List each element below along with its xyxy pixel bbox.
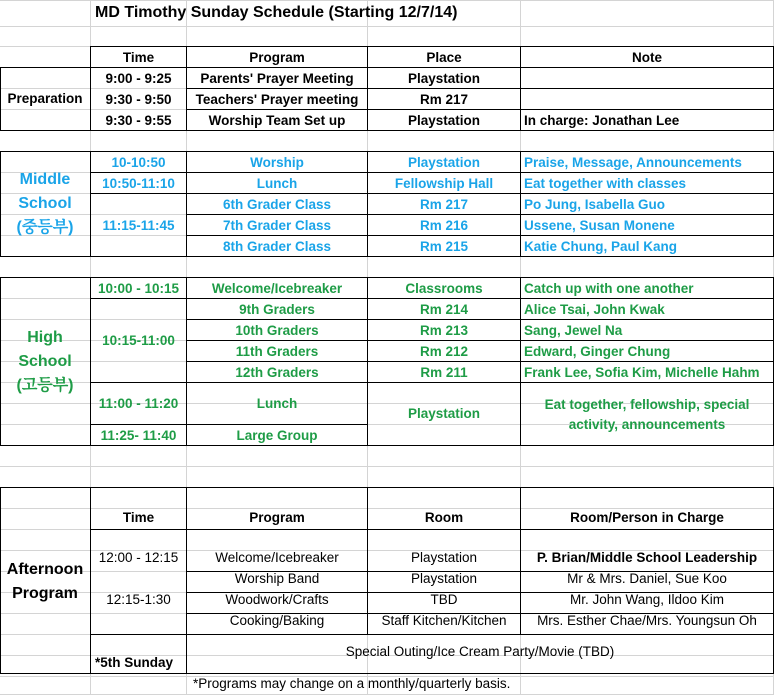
prep-time: 9:30 - 9:50 [105, 92, 172, 107]
pm-program: Welcome/Icebreaker [215, 550, 339, 565]
pm-program: Worship Band [234, 571, 320, 586]
section-label-high: High [27, 329, 63, 346]
prep-program: Worship Team Set up [208, 113, 346, 128]
cell-border [0, 151, 774, 152]
gridline [0, 466, 774, 467]
pm-program: Woodwork/Crafts [225, 592, 329, 607]
ms-program: Worship [250, 155, 304, 170]
cell-border [0, 130, 774, 131]
cell-border [0, 673, 774, 674]
pm-group-time: 12:15-1:30 [106, 592, 171, 607]
cell-border [90, 67, 774, 68]
pm-time: 12:00 - 12:15 [98, 550, 179, 565]
cell-border [90, 424, 368, 425]
hs-note: Sang, Jewel Na [524, 323, 623, 338]
cell-border [90, 298, 774, 299]
gridline [0, 0, 774, 1]
cell-border [0, 445, 774, 446]
page-title: MD Timothy Sunday Schedule (Starting 12/7/14) [95, 4, 458, 21]
gridline [0, 508, 774, 509]
section-label-high: School [18, 353, 72, 370]
prep-place: Rm 217 [419, 92, 469, 107]
pm-program: Cooking/Baking [229, 613, 325, 628]
cell-border [90, 172, 774, 173]
ms-place: Playstation [407, 155, 481, 170]
prep-time: 9:30 - 9:55 [105, 113, 172, 128]
prep-time: 9:00 - 9:25 [105, 71, 172, 86]
ms-place: Fellowship Hall [394, 176, 494, 191]
cell-border [186, 340, 774, 341]
pm-room: Playstation [410, 550, 478, 565]
ms-note: Eat together with classes [524, 176, 687, 191]
pm-header-time: Time [122, 510, 155, 525]
prep-note: In charge: Jonathan Lee [524, 113, 680, 128]
section-label-middle: School [18, 195, 72, 212]
ms-time: 10-10:50 [111, 155, 166, 170]
cell-border [186, 361, 774, 362]
pm-person: Mr. John Wang, Ildoo Kim [569, 592, 725, 607]
section-label-afternoon: Afternoon [6, 561, 84, 578]
cell-border [520, 151, 521, 257]
header-program: Program [249, 50, 305, 65]
pm-person: Mr & Mrs. Daniel, Sue Koo [567, 571, 727, 586]
ms-class-time: 11:15-11:45 [102, 218, 175, 233]
hs-note: Catch up with one another [524, 281, 694, 296]
cell-border [186, 109, 774, 110]
hs-program: 10th Graders [235, 323, 319, 338]
ms-program: 6th Grader Class [222, 197, 332, 212]
pm-header-person: Room/Person in Charge [570, 510, 724, 525]
hs-large-program: Large Group [236, 428, 318, 443]
header-time: Time [122, 50, 155, 65]
hs-place: Rm 213 [419, 323, 469, 338]
ms-program: Lunch [256, 176, 298, 191]
pm-person: P. Brian/Middle School Leadership [536, 550, 758, 565]
cell-border [90, 382, 774, 383]
cell-border [0, 277, 774, 278]
ms-note: Katie Chung, Paul Kang [524, 239, 678, 254]
hs-note: Edward, Ginger Chung [524, 344, 671, 359]
hs-lunch-program: Lunch [256, 396, 298, 411]
cell-border [90, 277, 91, 446]
pm-header-program: Program [249, 510, 305, 525]
section-label-preparation: Preparation [7, 91, 83, 106]
cell-border [0, 67, 91, 68]
hs-place: Rm 211 [420, 365, 468, 380]
pm-person: Mrs. Esther Chae/Mrs. Youngsun Oh [537, 613, 757, 628]
pm-room: TBD [430, 592, 458, 607]
footnote: *Programs may change on a monthly/quarterly basis. [193, 676, 511, 691]
hs-program: Welcome/Icebreaker [211, 281, 343, 296]
section-label-middle: (중등부) [16, 219, 74, 236]
ms-note: Ussene, Susan Monene [524, 218, 675, 233]
fifth-sunday-text: Special Outing/Ice Cream Party/Movie (TBD) [345, 644, 615, 659]
cell-border [90, 46, 774, 47]
pm-room: Staff Kitchen/Kitchen [381, 613, 507, 628]
hs-note: Frank Lee, Sofia Kim, Michelle Hahm [524, 365, 760, 380]
ms-place: Rm 215 [419, 239, 469, 254]
ms-program: 7th Grader Class [222, 218, 332, 233]
hs-class-time: 10:15-11:00 [102, 333, 175, 348]
hs-shared-note: activity, announcements [568, 417, 726, 432]
cell-border [186, 88, 774, 89]
cell-border [0, 256, 774, 257]
hs-shared-place: Playstation [407, 406, 481, 421]
section-label-afternoon: Program [12, 585, 78, 602]
cell-border [186, 235, 774, 236]
cell-border [186, 319, 774, 320]
gridline [0, 26, 774, 27]
hs-program: 11th Graders [235, 344, 319, 359]
prep-program: Teachers' Prayer meeting [195, 92, 359, 107]
hs-place: Rm 212 [419, 344, 469, 359]
header-note: Note [632, 50, 662, 65]
hs-time: 10:00 - 10:15 [97, 281, 180, 296]
hs-place: Classrooms [405, 281, 483, 296]
ms-time: 10:50-11:10 [102, 176, 175, 191]
section-label-middle: Middle [19, 171, 71, 188]
hs-place: Rm 214 [419, 302, 469, 317]
cell-border [186, 214, 774, 215]
hs-lunch-time: 11:00 - 11:20 [98, 396, 179, 411]
cell-border [90, 634, 774, 635]
fifth-sunday-label: *5th Sunday [95, 655, 174, 670]
cell-border [90, 193, 774, 194]
hs-shared-note: Eat together, fellowship, special [544, 397, 750, 412]
ms-note: Praise, Message, Announcements [524, 155, 742, 170]
ms-place: Rm 217 [419, 197, 469, 212]
hs-note: Alice Tsai, John Kwak [524, 302, 665, 317]
cell-border [90, 529, 774, 530]
prep-program: Parents' Prayer Meeting [200, 71, 354, 86]
prep-place: Playstation [407, 113, 481, 128]
prep-place: Playstation [407, 71, 481, 86]
pm-header-room: Room [424, 510, 464, 525]
pm-room: Playstation [410, 571, 478, 586]
header-place: Place [426, 50, 462, 65]
hs-large-time: 11:25- 11:40 [100, 428, 177, 443]
ms-program: 8th Grader Class [222, 239, 332, 254]
ms-place: Rm 216 [419, 218, 469, 233]
cell-border [0, 487, 774, 488]
hs-program: 9th Graders [239, 302, 315, 317]
section-label-high: (고등부) [16, 377, 74, 394]
hs-program: 12th Graders [235, 365, 319, 380]
ms-note: Po Jung, Isabella Guo [524, 197, 666, 212]
